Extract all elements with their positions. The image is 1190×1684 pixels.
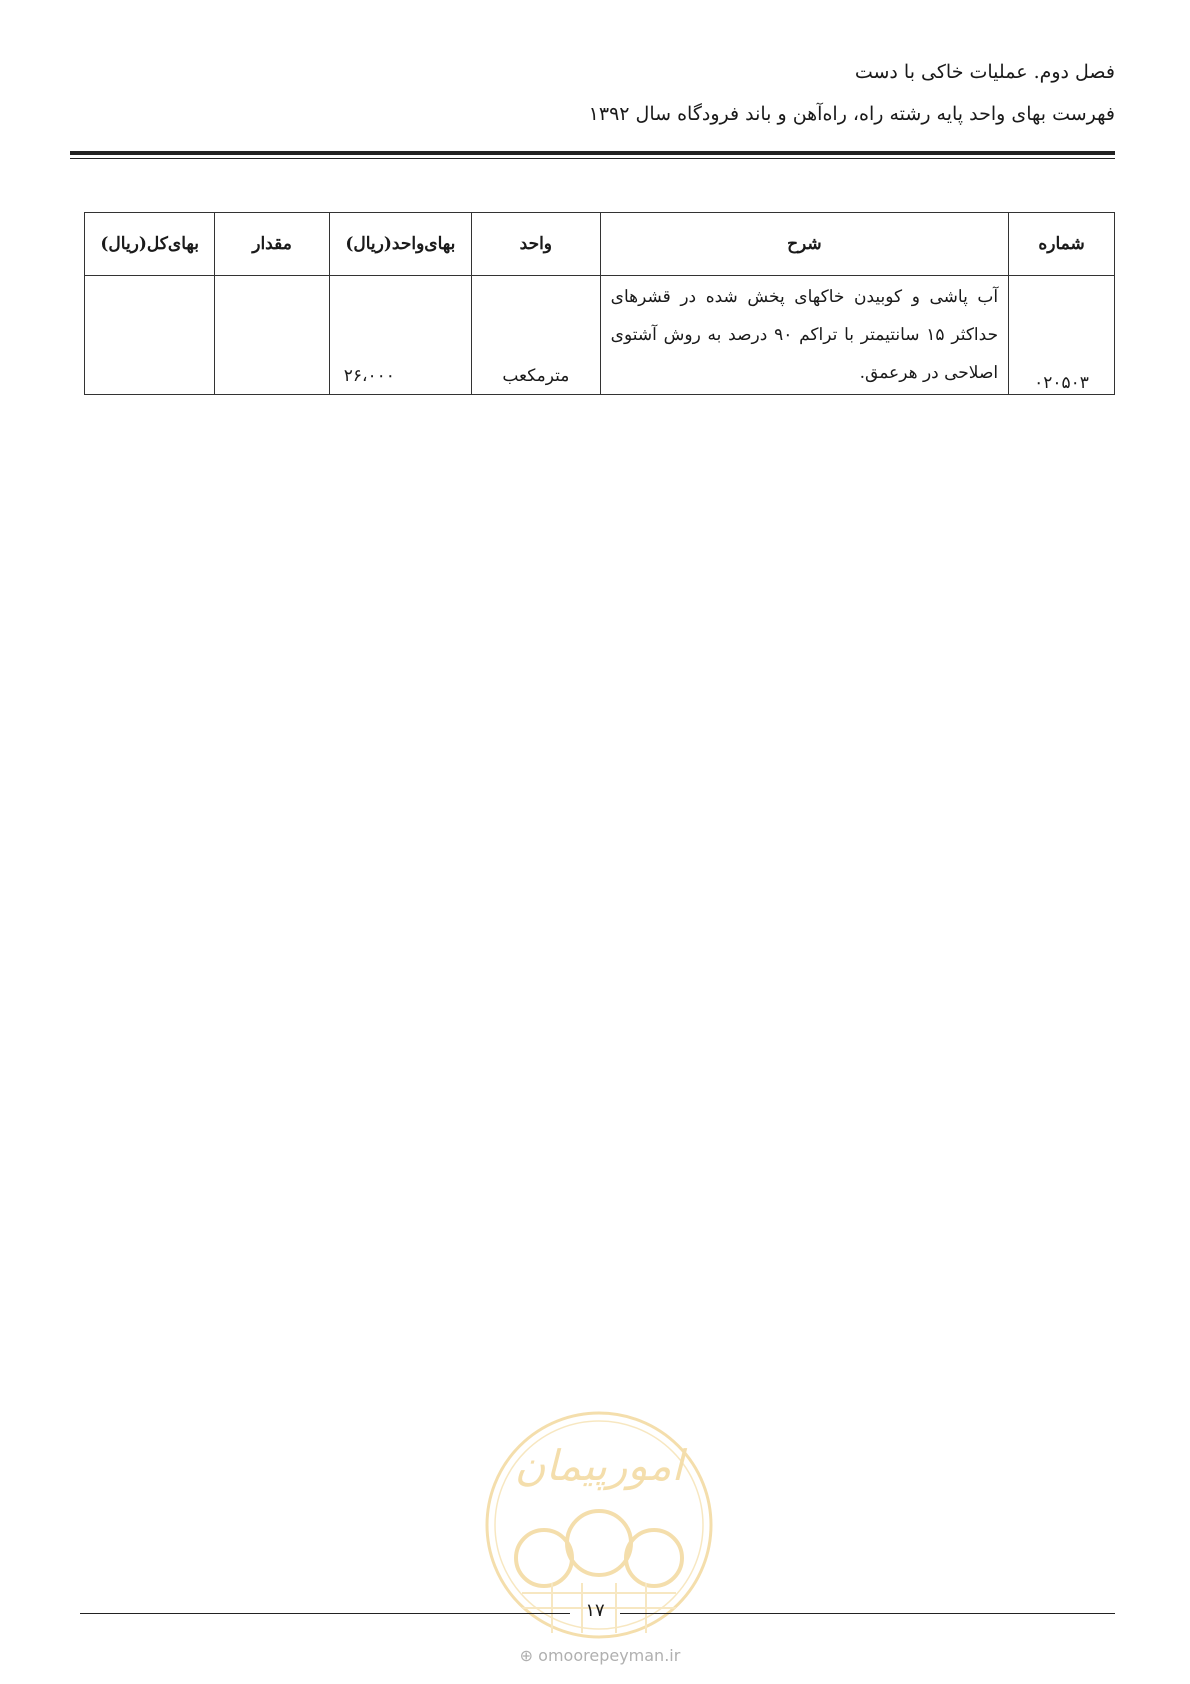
cell-unit-price: ۲۶،۰۰۰ — [329, 276, 471, 395]
header-rule-thick — [70, 151, 1115, 155]
watermark-text: امورپیمان — [514, 1441, 684, 1490]
footer-rule-right — [620, 1613, 1115, 1614]
col-header-unit: واحد — [472, 213, 601, 276]
page-header — [75, 58, 1115, 128]
site-url: omoorepeyman.ir — [538, 1646, 681, 1665]
footer-rule-left — [80, 1613, 570, 1614]
globe-icon: ⊕ — [519, 1646, 534, 1665]
col-header-number: شماره — [1009, 213, 1115, 276]
chapter-title: فصل دوم. عملیات خاکی با دست — [854, 61, 1115, 83]
cell-description: آب پاشی و کوبیدن خاکهای پخش شده در قشرهای حداکثر ۱۵ سانتیمتر با تراکم ۹۰ درصد به روش آشتوی اصلاحی در هرعمق. — [600, 276, 1008, 395]
site-credit — [490, 1646, 710, 1665]
cell-number: ۰۲۰۵۰۳ — [1009, 276, 1115, 395]
price-table — [84, 212, 1115, 395]
col-header-unit-price: بهای‌واحد(ریال) — [329, 213, 471, 276]
header-rule-thin — [70, 158, 1115, 159]
col-header-quantity: مقدار — [215, 213, 329, 276]
cell-total-price — [85, 276, 215, 395]
table-row — [85, 276, 1115, 395]
document-title: فهرست بهای واحد پایه رشته راه، راه‌آهن و باند فرودگاه سال ۱۳۹۲ — [588, 103, 1115, 125]
page-number: ۱۷ — [585, 1600, 605, 1621]
col-header-description: شرح — [600, 213, 1008, 276]
cell-unit: مترمکعب — [472, 276, 601, 395]
table-header-row — [85, 213, 1115, 276]
col-header-total-price: بهای‌کل(ریال) — [85, 213, 215, 276]
cell-quantity — [215, 276, 329, 395]
